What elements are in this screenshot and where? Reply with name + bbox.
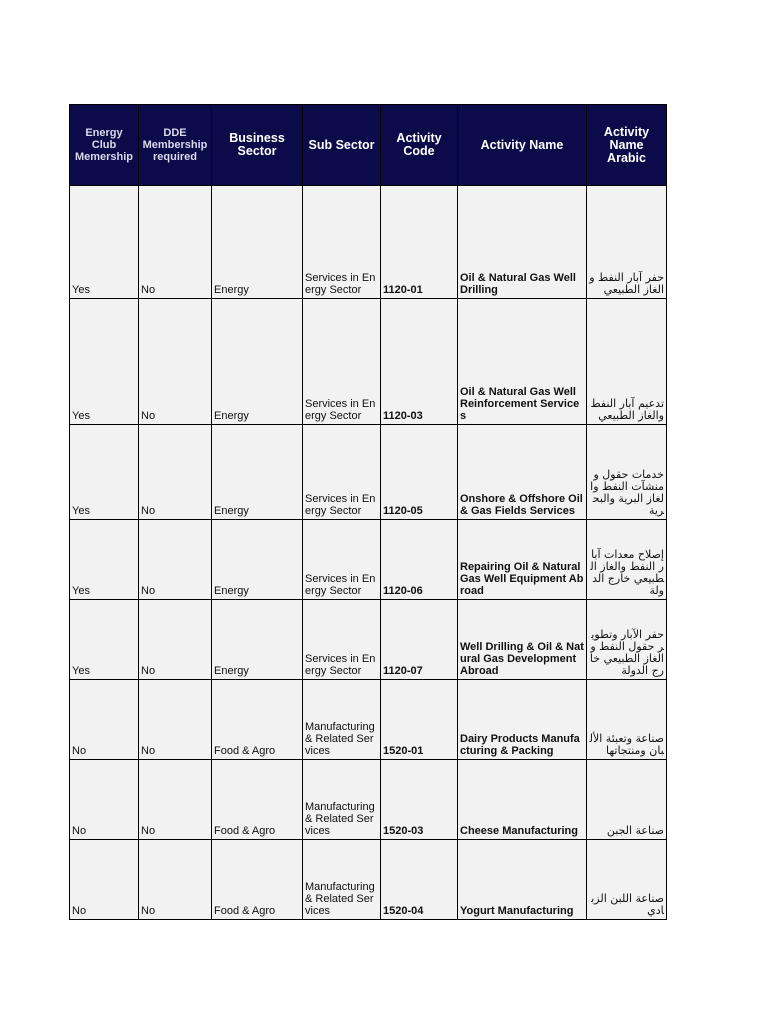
cell-arabic: حفر الآبار وتطوير حقول النفط والغاز الطبيعي خارج الدولة bbox=[587, 600, 667, 680]
cell-sub-sector: Services in Energy Sector bbox=[303, 425, 381, 520]
table-row bbox=[70, 520, 667, 600]
cell-arabic: حفر آبار النفط والغاز الطبيعي bbox=[587, 186, 667, 299]
cell-sector: Energy bbox=[212, 186, 303, 299]
cell-dde: No bbox=[139, 840, 212, 920]
cell-arabic: صناعة اللبن الزبادي bbox=[587, 840, 667, 920]
cell-arabic: صناعة الجبن bbox=[587, 760, 667, 840]
header-business-sector: Business Sector bbox=[212, 105, 303, 186]
table-row bbox=[70, 425, 667, 520]
header-row bbox=[70, 105, 667, 186]
cell-arabic: تدعيم آبار النفط والغاز الطبيعي bbox=[587, 299, 667, 425]
cell-dde: No bbox=[139, 680, 212, 760]
cell-name: Repairing Oil & Natural Gas Well Equipment Abroad bbox=[458, 520, 587, 600]
cell-code: 1520-01 bbox=[381, 680, 458, 760]
header-activity-name: Activity Name bbox=[458, 105, 587, 186]
cell-energy-club: Yes bbox=[70, 520, 139, 600]
header-activity-name-arabic: Activity Name Arabic bbox=[587, 105, 667, 186]
cell-name: Cheese Manufacturing bbox=[458, 760, 587, 840]
cell-sub-sector: Manufacturing & Related Services bbox=[303, 840, 381, 920]
cell-sector: Energy bbox=[212, 520, 303, 600]
cell-name: Oil & Natural Gas Well Reinforcement Services bbox=[458, 299, 587, 425]
cell-name: Dairy Products Manufacturing & Packing bbox=[458, 680, 587, 760]
cell-sector: Food & Agro bbox=[212, 680, 303, 760]
cell-code: 1120-05 bbox=[381, 425, 458, 520]
cell-name: Oil & Natural Gas Well Drilling bbox=[458, 186, 587, 299]
cell-dde: No bbox=[139, 299, 212, 425]
cell-arabic: إصلاح معدات آبار النفط والغاز الطبيعي خارج الدولة bbox=[587, 520, 667, 600]
cell-dde: No bbox=[139, 186, 212, 299]
table-row bbox=[70, 600, 667, 680]
activity-table bbox=[69, 104, 667, 920]
cell-energy-club: Yes bbox=[70, 186, 139, 299]
cell-sub-sector: Manufacturing & Related Services bbox=[303, 680, 381, 760]
cell-code: 1520-03 bbox=[381, 760, 458, 840]
cell-sub-sector: Manufacturing & Related Services bbox=[303, 760, 381, 840]
cell-dde: No bbox=[139, 425, 212, 520]
cell-arabic: صناعة وتعبئة الألبان ومنتجاتها bbox=[587, 680, 667, 760]
cell-code: 1520-04 bbox=[381, 840, 458, 920]
cell-sub-sector: Services in Energy Sector bbox=[303, 299, 381, 425]
cell-sector: Energy bbox=[212, 299, 303, 425]
cell-energy-club: No bbox=[70, 760, 139, 840]
header-dde-membership: DDE Membership required bbox=[139, 105, 212, 186]
header-energy-club: Energy Club Memership bbox=[70, 105, 139, 186]
table-row bbox=[70, 680, 667, 760]
header-activity-code: Activity Code bbox=[381, 105, 458, 186]
cell-energy-club: No bbox=[70, 840, 139, 920]
cell-sector: Food & Agro bbox=[212, 760, 303, 840]
table-row bbox=[70, 299, 667, 425]
cell-code: 1120-06 bbox=[381, 520, 458, 600]
cell-sub-sector: Services in Energy Sector bbox=[303, 600, 381, 680]
cell-code: 1120-03 bbox=[381, 299, 458, 425]
table-row bbox=[70, 186, 667, 299]
cell-dde: No bbox=[139, 520, 212, 600]
cell-sector: Energy bbox=[212, 425, 303, 520]
cell-energy-club: Yes bbox=[70, 425, 139, 520]
table-row bbox=[70, 760, 667, 840]
cell-name: Well Drilling & Oil & Natural Gas Development Abroad bbox=[458, 600, 587, 680]
cell-dde: No bbox=[139, 600, 212, 680]
cell-sector: Energy bbox=[212, 600, 303, 680]
cell-sector: Food & Agro bbox=[212, 840, 303, 920]
cell-code: 1120-01 bbox=[381, 186, 458, 299]
cell-sub-sector: Services in Energy Sector bbox=[303, 520, 381, 600]
cell-dde: No bbox=[139, 760, 212, 840]
cell-energy-club: No bbox=[70, 680, 139, 760]
cell-energy-club: Yes bbox=[70, 299, 139, 425]
header-sub-sector: Sub Sector bbox=[303, 105, 381, 186]
cell-sub-sector: Services in Energy Sector bbox=[303, 186, 381, 299]
cell-name: Onshore & Offshore Oil & Gas Fields Services bbox=[458, 425, 587, 520]
cell-arabic: خدمات حقول ومنشآت النفط والغاز البرية والبحرية bbox=[587, 425, 667, 520]
cell-name: Yogurt Manufacturing bbox=[458, 840, 587, 920]
table-row bbox=[70, 840, 667, 920]
cell-energy-club: Yes bbox=[70, 600, 139, 680]
cell-code: 1120-07 bbox=[381, 600, 458, 680]
